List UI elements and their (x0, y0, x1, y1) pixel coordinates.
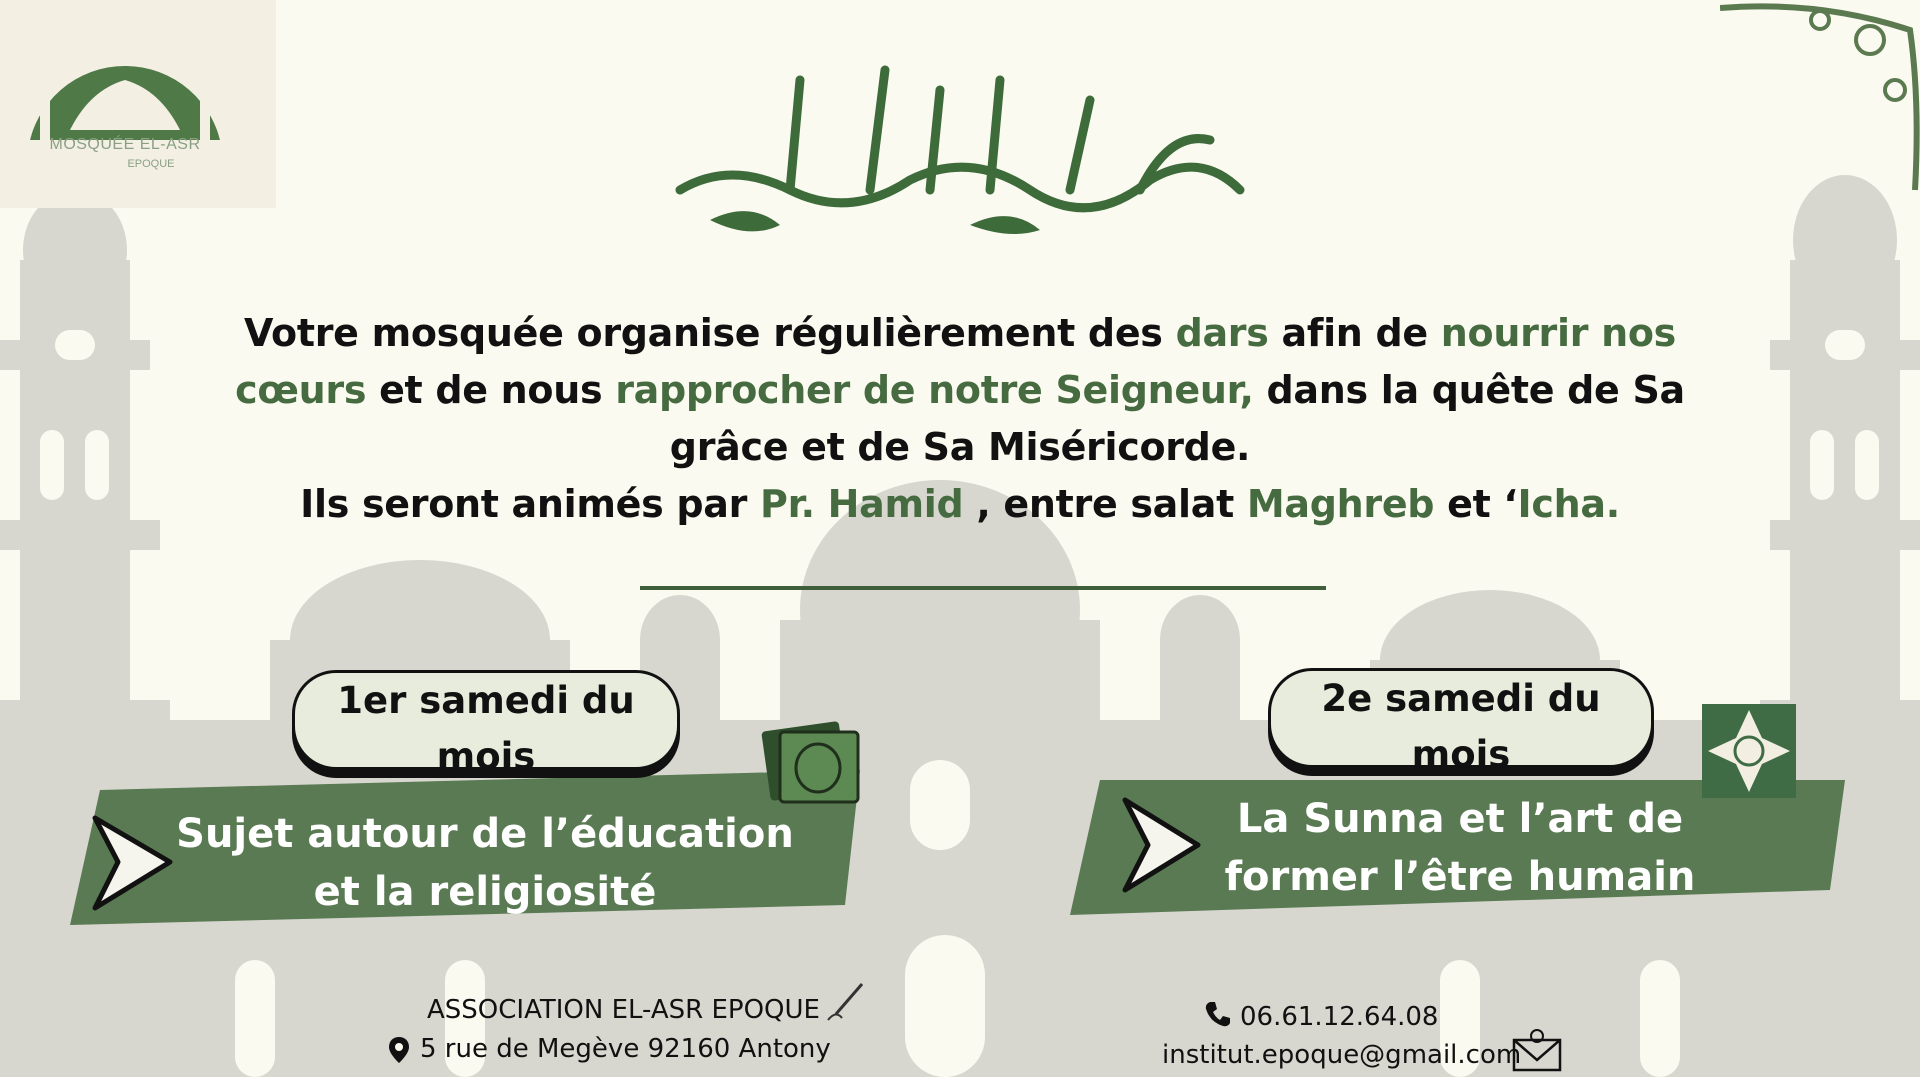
intro-highlight: rapprocher de notre Seigneur, (615, 368, 1254, 412)
intro-text: et de nous (366, 368, 616, 412)
address: 5 rue de Megève 92160 Antony (420, 1034, 831, 1064)
session-1-topic-line-2: et la religiosité (313, 869, 657, 915)
session-1-topic (150, 805, 820, 921)
intro-text: Votre mosquée organise régulièrement des (244, 311, 1176, 355)
session-1-topic-line-1: Sujet autour de l’éducation (176, 811, 794, 857)
session-2-topic-line-2: former l’être humain (1224, 854, 1696, 900)
intro-highlight: Icha. (1517, 482, 1620, 526)
intro-text: et ‘ (1434, 482, 1518, 526)
intro-highlight: cœurs (235, 368, 367, 412)
corner-ornament-icon (1720, 0, 1920, 200)
session-2-day-line-2: mois (1411, 733, 1511, 776)
phone-icon (1204, 1000, 1232, 1028)
ornamental-tile-icon (1700, 702, 1798, 800)
intro-line-3: grâce et de Sa Miséricorde. (669, 425, 1251, 469)
phone-number[interactable]: 06.61.12.64.08 (1240, 1002, 1439, 1032)
logo-name: MOSQUÉE EL-ASR (49, 136, 201, 153)
envelope-icon (1512, 1028, 1562, 1072)
intro-paragraph (200, 305, 1720, 533)
association-name: ASSOCIATION EL-ASR EPOQUE (427, 995, 820, 1025)
intro-highlight: nourrir nos (1440, 311, 1676, 355)
email-address[interactable]: institut.epoque@gmail.com (1162, 1040, 1522, 1070)
book-icon (760, 718, 866, 808)
session-2-topic (1190, 790, 1730, 906)
section-divider (640, 586, 1326, 590)
location-pin-icon (388, 1036, 410, 1064)
quill-pen-icon (822, 980, 868, 1026)
intro-text: afin de (1268, 311, 1441, 355)
session-1-day-pill (292, 670, 680, 778)
intro-text: Ils seront animés par (300, 482, 761, 526)
mosque-logo (0, 0, 276, 208)
basmala-calligraphy-icon (670, 40, 1250, 240)
intro-line-1 (200, 305, 1720, 362)
intro-line-2 (200, 362, 1720, 419)
session-2-day-line-1: 2e samedi du (1321, 677, 1601, 720)
session-2-day-pill (1268, 668, 1654, 776)
intro-highlight: Maghreb (1246, 482, 1435, 526)
intro-line-4 (200, 476, 1720, 533)
session-2-topic-line-1: La Sunna et l’art de (1236, 796, 1684, 842)
speaker-name: Pr. Hamid (760, 482, 964, 526)
session-1-day-line-1: 1er samedi du (337, 679, 635, 722)
intro-text: , entre salat (963, 482, 1247, 526)
intro-highlight: dars (1175, 311, 1269, 355)
intro-text: dans la quête de Sa (1253, 368, 1685, 412)
session-1-day-line-2: mois (436, 735, 536, 778)
logo-subtitle: EPOQUE (127, 158, 175, 170)
